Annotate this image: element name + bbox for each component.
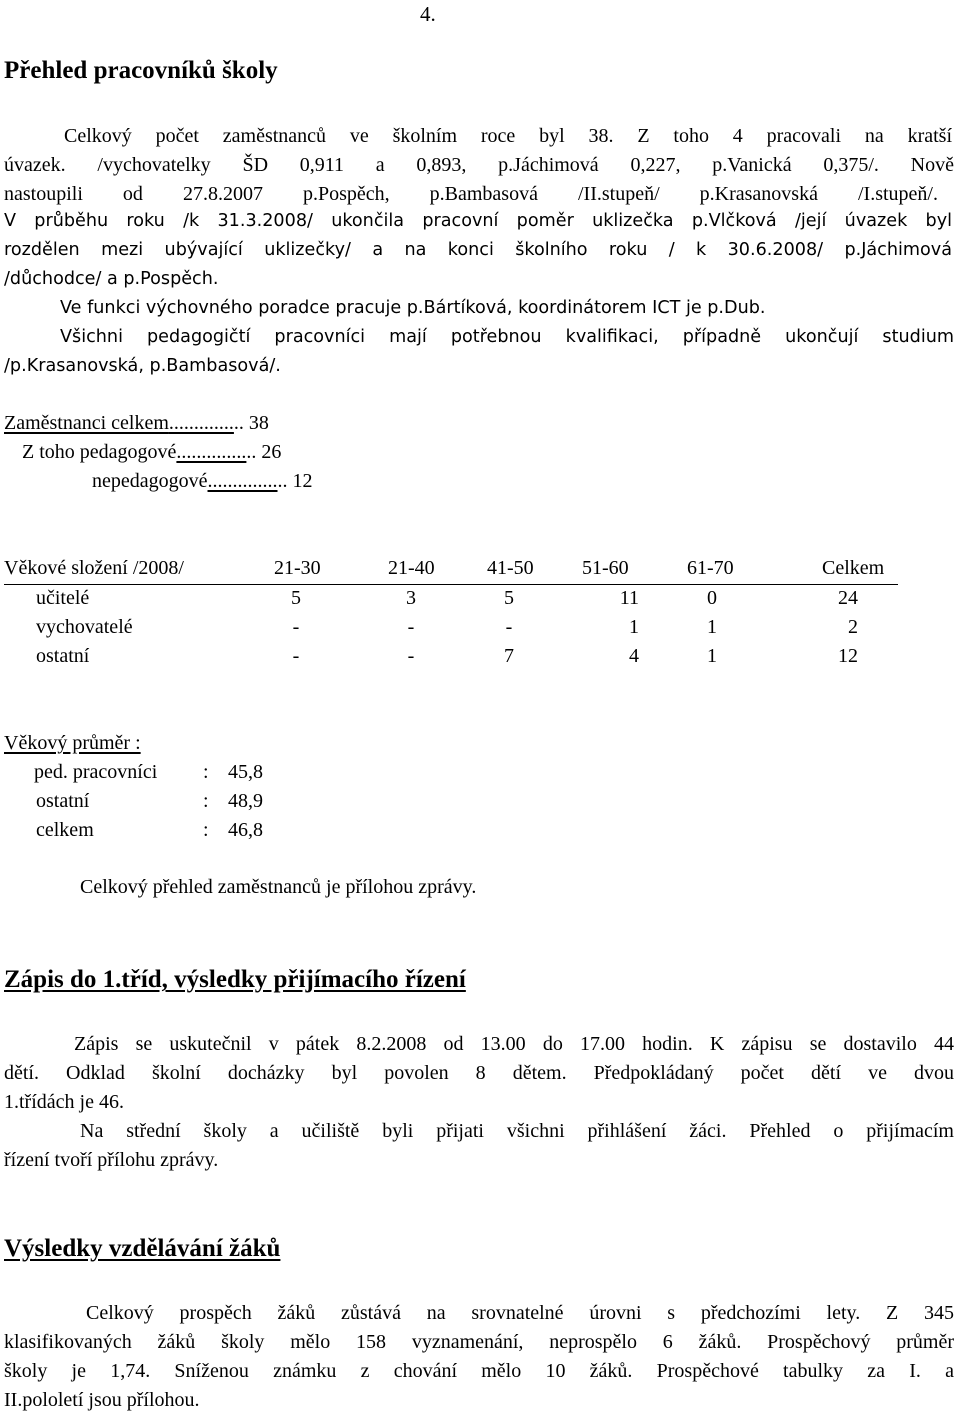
paragraph-line: 1.třídách je 46. xyxy=(4,1091,124,1113)
table-header-cell: Celkem xyxy=(822,557,885,579)
table-cell: 24 xyxy=(838,587,858,609)
table-header-cell: 41-50 xyxy=(487,557,534,579)
staff-count-value: .. 26 xyxy=(246,441,282,463)
table-cell: 1 xyxy=(629,616,639,638)
paragraph-line: řízení tvoří přílohu zprávy. xyxy=(4,1149,219,1171)
paragraph-line: Ve funkci výchovného poradce pracuje p.Bártíková, koordinátorem ICT je p.Dub. xyxy=(60,298,766,318)
paragraph-line: Na střední školy a učiliště byli přijati všichni přihlášení žáci. Přehled o přijímacím xyxy=(80,1120,954,1142)
paragraph-line: Celkový počet zaměstnanců ve školním roce byl 38. Z toho 4 pracovali na kratší xyxy=(64,125,952,147)
average-age-label: ostatní xyxy=(36,790,90,812)
table-cell: 11 xyxy=(619,587,639,609)
paragraph-line: školy je 1,74. Sníženou známku z chování mělo 10 žáků. Prospěchové tabulky za I. a xyxy=(4,1360,954,1382)
staff-count-label: Z toho pedagogové xyxy=(22,441,177,463)
section-title-enrollment: Zápis do 1.tříd, výsledky přijímacího řízení xyxy=(4,966,466,993)
paragraph-line: úvazek. /vychovatelky ŠD 0,911 a 0,893, p.Jáchimová 0,227, p.Vanická 0,375/. Nově xyxy=(4,154,954,176)
table-header-rule xyxy=(4,584,898,585)
table-cell: 7 xyxy=(504,645,514,667)
paragraph-line: Celkový prospěch žáků zůstává na srovnatelné úrovni s předchozími lety. Z 345 xyxy=(86,1302,954,1324)
staff-count-dots: ............. xyxy=(168,412,234,434)
table-cell: - xyxy=(292,645,300,667)
table-cell: - xyxy=(505,616,513,638)
average-age-value: 48,9 xyxy=(228,790,263,812)
staff-count-row xyxy=(4,412,269,435)
table-cell: 2 xyxy=(848,616,858,638)
table-cell: 3 xyxy=(406,587,416,609)
paragraph-line: /důchodce/ a p.Pospěch. xyxy=(4,269,219,289)
table-cell: 12 xyxy=(838,645,858,667)
paragraph-line: dětí. Odklad školní docházky byl povolen 8 dětem. Předpokládaný počet dětí ve dvou xyxy=(4,1062,954,1084)
table-cell: 5 xyxy=(291,587,301,609)
table-cell: - xyxy=(407,616,415,638)
paragraph-line: V průběhu roku /k 31.3.2008/ ukončila pracovní poměr uklizečka p.Vlčková /její úvazek byl xyxy=(4,211,952,231)
staff-count-row xyxy=(22,441,281,464)
staff-count-dots: .............. xyxy=(176,441,247,463)
average-age-title: Věkový průměr : xyxy=(4,732,141,754)
table-cell: - xyxy=(292,616,300,638)
table-cell: 1 xyxy=(707,616,717,638)
table-cell: 4 xyxy=(629,645,639,667)
paragraph-line: klasifikovaných žáků školy mělo 158 vyznamenání, neprospělo 6 žáků. Prospěchový průměr xyxy=(4,1331,954,1353)
table-row-label: učitelé xyxy=(36,587,90,609)
page-number: 4. xyxy=(420,2,436,26)
table-header-cell: 61-70 xyxy=(687,557,734,579)
section-title-staff-overview: Přehled pracovníků školy xyxy=(4,57,278,84)
table-cell: 0 xyxy=(707,587,717,609)
table-header-cell: Věkové složení /2008/ xyxy=(4,557,184,579)
paragraph-line: Všichni pedagogičtí pracovníci mají potřebnou kvalifikaci, případně ukončují studium xyxy=(60,327,954,347)
paragraph-line: nastoupili od 27.8.2007 p.Pospěch, p.Bambasová /II.stupeň/ p.Krasanovská /I.stupeň/. xyxy=(4,183,938,205)
average-age-label: ped. pracovníci xyxy=(34,761,158,783)
staff-count-value: .. 12 xyxy=(277,470,313,492)
paragraph-line: Zápis se uskutečnil v pátek 8.2.2008 od 13.00 do 17.00 hodin. K zápisu se dostavilo 44 xyxy=(74,1033,954,1055)
staff-count-row xyxy=(92,470,313,493)
staff-attachment-note: Celkový přehled zaměstnanců je přílohou zprávy. xyxy=(80,876,477,898)
staff-count-dots: .............. xyxy=(207,470,278,492)
table-header-cell: 21-30 xyxy=(274,557,321,579)
average-age-separator: : xyxy=(203,819,209,841)
staff-count-label: nepedagogové xyxy=(92,470,208,492)
table-row-label: ostatní xyxy=(36,645,90,667)
table-cell: 5 xyxy=(504,587,514,609)
average-age-value: 45,8 xyxy=(228,761,263,783)
table-cell: - xyxy=(407,645,415,667)
paragraph-line: /p.Krasanovská, p.Bambasová/. xyxy=(4,356,281,376)
table-header-cell: 21-40 xyxy=(388,557,435,579)
section-title-results: Výsledky vzdělávání žáků xyxy=(4,1235,281,1262)
table-header-cell: 51-60 xyxy=(582,557,629,579)
paragraph-line: rozdělen mezi ubývající uklizečky/ a na konci školního roku / k 30.6.2008/ p.Jáchimová xyxy=(4,240,952,260)
average-age-separator: : xyxy=(203,790,209,812)
table-row-label: vychovatelé xyxy=(36,616,133,638)
staff-count-value: .. 38 xyxy=(233,412,269,434)
paragraph-line: II.pololetí jsou přílohou. xyxy=(4,1389,200,1411)
average-age-label: celkem xyxy=(36,819,94,841)
average-age-value: 46,8 xyxy=(228,819,263,841)
table-cell: 1 xyxy=(707,645,717,667)
staff-count-label: Zaměstnanci celkem xyxy=(4,412,169,434)
average-age-separator: : xyxy=(203,761,209,783)
